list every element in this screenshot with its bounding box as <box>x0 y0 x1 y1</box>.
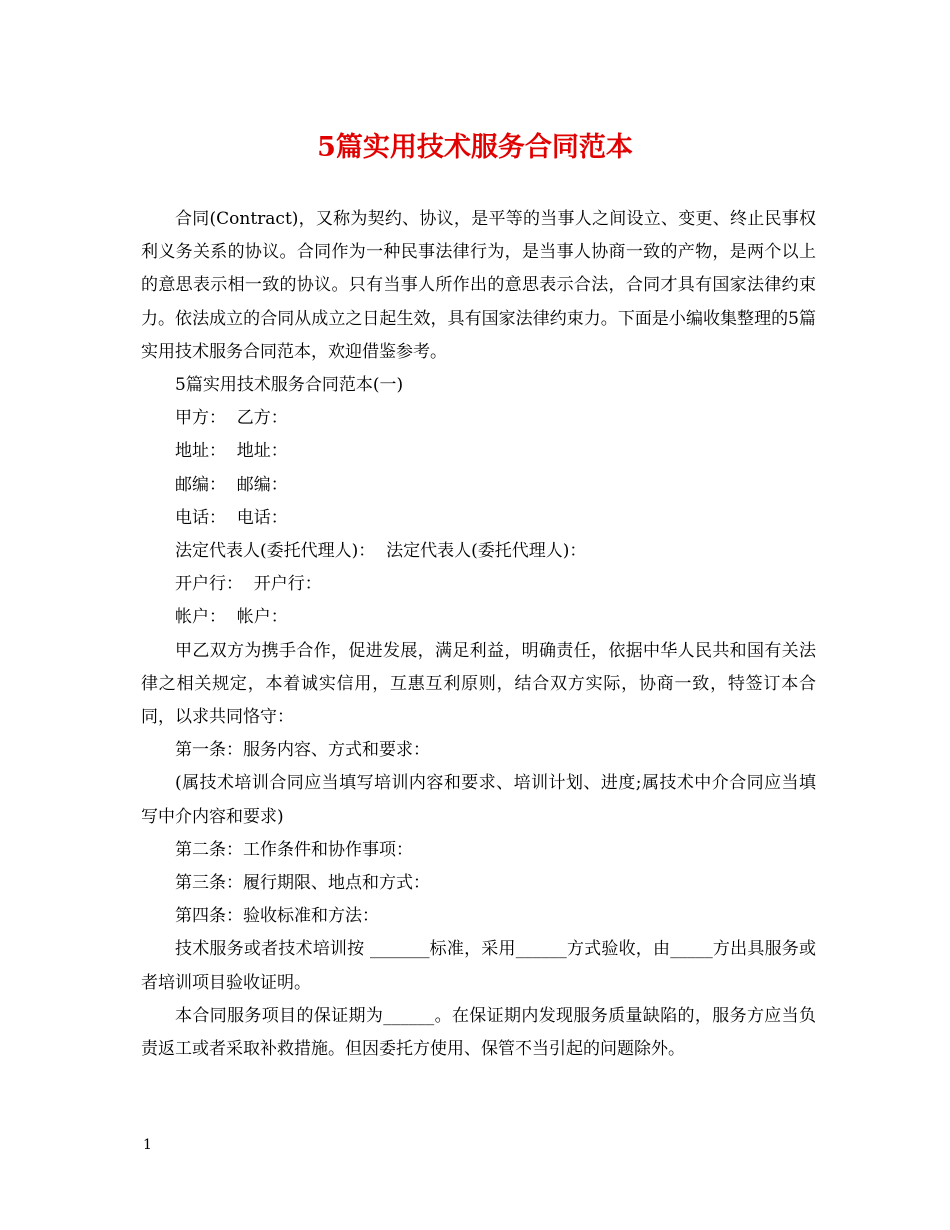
article-two-heading: 第二条：工作条件和协作事项： <box>175 839 413 860</box>
page-number: 1 <box>143 1137 152 1153</box>
article-four-heading: 第四条：验收标准和方法： <box>175 906 379 927</box>
account-field-line: 帐户： 帐户： <box>175 607 288 628</box>
intro-paragraph: 合同(Contract)，又称为契约、协议，是平等的当事人之间设立、变更、终止民事权利义务关系的协议。合同作为一种民事法律行为，是当事人协商一致的产物，是两个以上的意思表示相一致的协议。只有当事人所作出的意思表示合法，合同才具有国家法律约束力。依法成立的合同从成立之日起生效，具有国家法律约束力。下面是小编收集整理的5篇实用技术服务合同范本，欢迎借鉴参考。 <box>141 209 816 362</box>
section-heading: 5篇实用技术服务合同范本(一) <box>175 375 404 396</box>
bank-field-line: 开户行： 开户行： <box>175 574 322 595</box>
postcode-field-line: 邮编： 邮编： <box>175 474 288 495</box>
article-three-heading: 第三条：履行期限、地点和方式： <box>175 873 430 894</box>
representative-field-line: 法定代表人(委托代理人)： 法定代表人(委托代理人)： <box>175 541 587 562</box>
document-title: 5篇实用技术服务合同范本 <box>317 132 633 163</box>
agreement-paragraph: 甲乙双方为携手合作，促进发展，满足利益，明确责任，依据中华人民共和国有关法律之相关规定，本着诚实信用，互惠互利原则，结合双方实际，协商一致，特签订本合同，以求共同恪守： <box>141 640 816 728</box>
document-body <box>141 203 816 1066</box>
party-field-line: 甲方： 乙方： <box>175 408 288 429</box>
acceptance-paragraph: 技术服务或者技术培训按 _______标准，采用______方式验收，由_____方出具服务或者培训项目验收证明。 <box>141 939 816 993</box>
article-one-note: (属技术培训合同应当填写培训内容和要求、培训计划、进度;属技术中介合同应当填写中介内容和要求) <box>141 773 816 827</box>
phone-field-line: 电话： 电话： <box>175 507 288 528</box>
article-one-heading: 第一条：服务内容、方式和要求： <box>175 740 430 761</box>
warranty-paragraph: 本合同服务项目的保证期为______。在保证期内发现服务质量缺陷的，服务方应当负责返工或者采取补救措施。但因委托方使用、保管不当引起的问题除外。 <box>141 1005 816 1060</box>
address-field-line: 地址： 地址： <box>175 441 288 462</box>
